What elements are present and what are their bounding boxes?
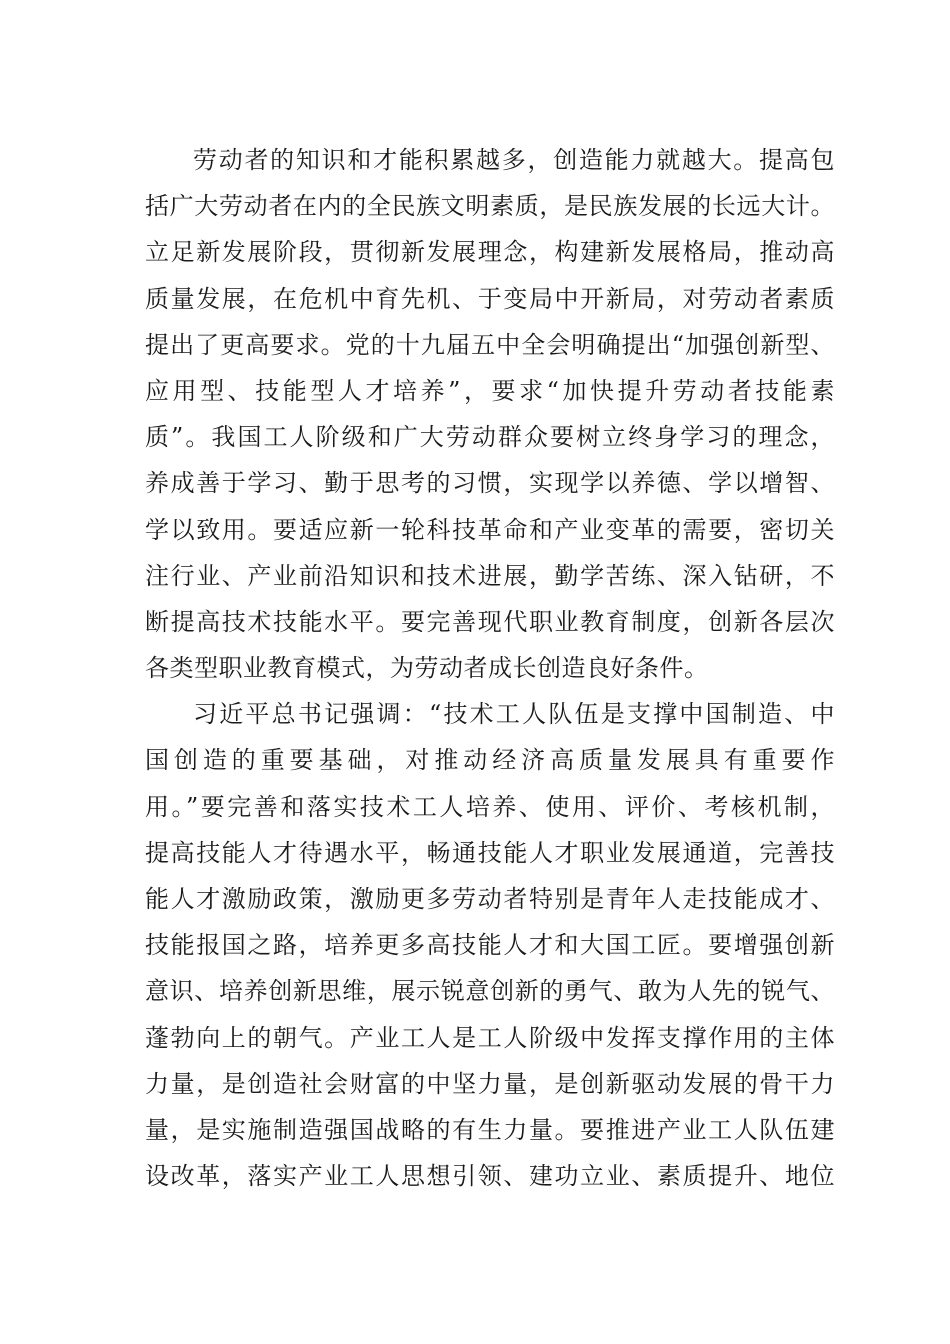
paragraph-line: 提出了更高要求。党的十九届五中全会明确提出“加强创新型、	[145, 330, 835, 359]
paragraph-line: 质”。我国工人阶级和广大劳动群众要树立终身学习的理念，	[145, 423, 835, 452]
paragraph-line: 学以致用。要适应新一轮科技革命和产业变革的需要，密切关	[145, 515, 835, 544]
paragraph-line: 力量，是创造社会财富的中坚力量，是创新驱动发展的骨干力	[145, 1069, 835, 1098]
paragraph-line: 注行业、产业前沿知识和技术进展，勤学苦练、深入钻研，不	[145, 561, 835, 590]
paragraph-2	[145, 691, 835, 1199]
paragraph-line: 意识、培养创新思维，展示锐意创新的勇气、敢为人先的锐气、	[145, 977, 835, 1006]
paragraph-1	[145, 137, 835, 691]
paragraph-line: 应用型、技能型人才培养”，要求“加快提升劳动者技能素	[145, 376, 835, 405]
paragraph-line: 各类型职业教育模式，为劳动者成长创造良好条件。	[145, 654, 709, 683]
paragraph-line: 习近平总书记强调：“技术工人队伍是支撑中国制造、中	[193, 700, 835, 729]
paragraph-line: 量，是实施制造强国战略的有生力量。要推进产业工人队伍建	[145, 1115, 835, 1144]
article-body	[145, 137, 835, 1199]
paragraph-line: 断提高技术技能水平。要完善现代职业教育制度，创新各层次	[145, 607, 835, 636]
paragraph-line: 设改革，落实产业工人思想引领、建功立业、素质提升、地位	[145, 1162, 835, 1191]
paragraph-line: 用。”要完善和落实技术工人培养、使用、评价、考核机制，	[145, 792, 835, 821]
paragraph-line: 能人才激励政策，激励更多劳动者特别是青年人走技能成才、	[145, 885, 835, 913]
paragraph-line: 蓬勃向上的朝气。产业工人是工人阶级中发挥支撑作用的主体	[145, 1023, 835, 1052]
paragraph-line: 括广大劳动者在内的全民族文明素质，是民族发展的长远大计。	[145, 192, 835, 221]
paragraph-line: 劳动者的知识和才能积累越多，创造能力就越大。提高包	[193, 146, 835, 174]
paragraph-line: 养成善于学习、勤于思考的习惯，实现学以养德、学以增智、	[145, 469, 835, 498]
paragraph-line: 技能报国之路，培养更多高技能人才和大国工匠。要增强创新	[145, 931, 835, 960]
paragraph-line: 立足新发展阶段，贯彻新发展理念，构建新发展格局，推动高	[145, 238, 835, 267]
paragraph-line: 提高技能人才待遇水平，畅通技能人才职业发展通道，完善技	[145, 838, 835, 867]
paragraph-line: 国创造的重要基础，对推动经济高质量发展具有重要作	[145, 746, 835, 775]
paragraph-line: 质量发展，在危机中育先机、于变局中开新局，对劳动者素质	[145, 284, 835, 313]
